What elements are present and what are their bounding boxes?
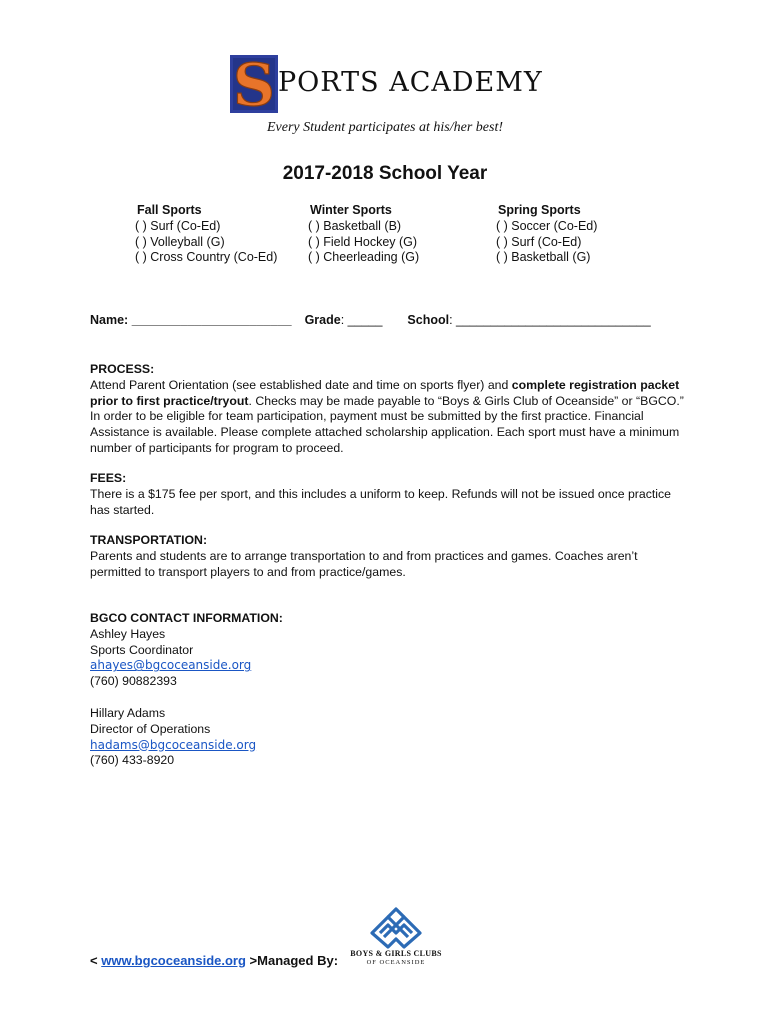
spring-sports-heading: Spring Sports: [498, 203, 581, 217]
contact-title: Director of Operations: [90, 721, 211, 736]
registration-form-line: [90, 313, 651, 327]
contact-name: Ashley Hayes: [90, 626, 166, 641]
contact-phone: (760) 90882393: [90, 674, 177, 689]
svg-text:S: S: [233, 53, 275, 115]
website-link[interactable]: www.bgcoceanside.org: [101, 953, 246, 968]
fall-sport-option[interactable]: ( ) Surf (Co-Ed): [135, 218, 221, 233]
spring-sport-option[interactable]: ( ) Basketball (G): [496, 250, 591, 265]
process-section: [90, 362, 690, 457]
spring-sport-option[interactable]: ( ) Surf (Co-Ed): [496, 234, 582, 249]
name-field[interactable]: _______________________: [131, 313, 292, 327]
contact-email-link[interactable]: hadams@bgcoceanside.org: [90, 737, 257, 752]
contact-phone: (760) 433-8920: [90, 753, 175, 768]
s-letter-logo-icon: [228, 53, 280, 115]
fall-sport-option[interactable]: ( ) Volleyball (G): [135, 234, 225, 249]
tagline: Every Student participates at his/her best!: [266, 120, 503, 135]
winter-sports-column: [308, 203, 419, 266]
spring-sport-option[interactable]: ( ) Soccer (Co-Ed): [496, 218, 598, 233]
winter-sports-heading: Winter Sports: [310, 203, 392, 217]
process-bold-text: complete registration packet prior to first practice/tryout: [90, 377, 680, 408]
process-text: [90, 378, 690, 457]
transportation-section: [90, 533, 690, 580]
fees-text: There is a $175 fee per sport, and this includes a uniform to keep. Refunds will not be issued once practice has started.: [90, 486, 672, 517]
bgc-logo: [344, 903, 448, 967]
spring-sports-column: [496, 203, 597, 266]
hands-icon: [366, 903, 426, 949]
footer: [90, 953, 338, 968]
footer-suffix: >Managed By:: [245, 953, 339, 968]
sports-academy-logo: [228, 53, 543, 119]
transportation-text: Parents and students are to arrange transportation to and from practices and games. Coaches aren’t permitted to transport players to and from practice/games.: [90, 548, 638, 579]
fall-sports-heading: Fall Sports: [137, 203, 202, 217]
transportation-heading: TRANSPORTATION:: [90, 533, 208, 547]
fall-sports-column: [135, 203, 277, 266]
fees-heading: FEES:: [90, 471, 127, 485]
contact-name: Hillary Adams: [90, 705, 166, 720]
contact-email-link[interactable]: ahayes@bgcoceanside.org: [90, 658, 252, 673]
bgc-org-name: BOYS & GIRLS CLUBS: [350, 949, 442, 958]
process-heading: PROCESS:: [90, 362, 155, 376]
bgc-org-sub: OF OCEANSIDE: [366, 959, 426, 966]
contact-title: Sports Coordinator: [90, 642, 194, 657]
winter-sport-option[interactable]: ( ) Basketball (B): [308, 218, 402, 233]
process-text-part: Attend Parent Orientation (see established date and time on sports flyer) and: [90, 377, 512, 392]
grade-label: Grade: [304, 313, 341, 327]
logo-text: PORTS ACADEMY: [278, 67, 543, 98]
fees-section: [90, 471, 690, 518]
name-label: Name:: [90, 313, 129, 327]
school-label: School: [407, 313, 450, 327]
process-text-part: . Checks may be made payable to “Boys & Girls Club of Oceanside” or “BGCO.” In order to be eligible for team participation, payment must be submitted by the first practice. Financial Assistance is available. Please complete attached scholarship application. Each sport must have a minimum number of participants for program to proceed.: [90, 393, 684, 455]
fall-sport-option[interactable]: ( ) Cross Country (Co-Ed): [135, 250, 278, 265]
school-field[interactable]: : ____________________________: [449, 313, 651, 327]
winter-sport-option[interactable]: ( ) Cheerleading (G): [308, 250, 420, 265]
winter-sport-option[interactable]: ( ) Field Hockey (G): [308, 234, 418, 249]
page-title: 2017-2018 School Year: [282, 163, 488, 184]
contact-section: [90, 611, 690, 769]
footer-prefix: <: [90, 953, 102, 968]
contact-heading: BGCO CONTACT INFORMATION:: [90, 611, 283, 625]
grade-field[interactable]: : _____: [340, 313, 383, 327]
